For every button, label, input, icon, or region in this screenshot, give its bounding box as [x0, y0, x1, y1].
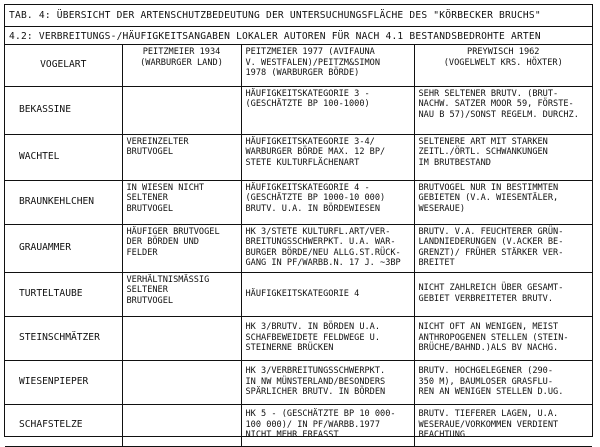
table-row: [5, 134, 592, 180]
table-row: [5, 360, 592, 404]
species-name: TURTELTAUBE: [5, 272, 122, 316]
species-name: GRAUAMMER: [5, 224, 122, 272]
document-table-frame: [4, 4, 593, 441]
species-name: STEINSCHMÄTZER: [5, 316, 122, 360]
table-subtitle: 4.2: VERBREITUNGS-/HÄUFIGKEITSANGABEN LOKALER AUTOREN FÜR NACH 4.1 BESTANDSBEDROHTE ARTEN: [9, 31, 541, 42]
cell-preywisch-1962: BRUTV. V.A. FEUCHTERER GRÜN- LANDNIEDERUNGEN (V.ACKER BE- GRENZT)/ FRÜHER STÄRKER VER- BREITET: [414, 224, 592, 272]
cell-peitzmeier-1977: HÄUFIGKEITSKATEGORIE 3 - (GESCHÄTZTE BP 100-1000): [241, 86, 414, 134]
cell-peitzmeier-1977: HK 3/BRUTV. IN BÖRDEN U.A. SCHAFBEWEIDETE FELDWEGE U. STEINERNE BRÜCKEN: [241, 316, 414, 360]
table-row: [5, 86, 592, 134]
header-peitzmeier-1977: PEITZMEIER 1977 (AVIFAUNA V. WESTFALEN)/PEITZM&SIMON 1978 (WARBURGER BÖRDE): [241, 45, 414, 86]
cell-peitzmeier-1934: VERHÄLTNISMÄSSIG SELTENER BRUTVOGEL: [122, 272, 241, 316]
header-row: [5, 45, 592, 86]
species-name: BEKASSINE: [5, 86, 122, 134]
header-preywisch-1962: PREYWISCH 1962 (VOGELWELT KRS. HÖXTER): [414, 45, 592, 86]
cell-preywisch-1962: SELTENERE ART MIT STARKEN ZEITL./ÖRTL. SCHWANKUNGEN IM BRUTBESTAND: [414, 134, 592, 180]
species-name: WIESENPIEPER: [5, 360, 122, 404]
cell-peitzmeier-1934: [122, 360, 241, 404]
cell-preywisch-1962: NICHT ZAHLREICH ÜBER GESAMT- GEBIET VERBREITETER BRUTV.: [414, 272, 592, 316]
cell-peitzmeier-1934: HÄUFIGER BRUTVOGEL DER BÖRDEN UND FELDER: [122, 224, 241, 272]
table-row: [5, 180, 592, 224]
cell-peitzmeier-1934: IN WIESEN NICHT SELTENER BRUTVOGEL: [122, 180, 241, 224]
cell-peitzmeier-1977: HÄUFIGKEITSKATEGORIE 3-4/ WARBURGER BÖRDE MAX. 12 BP/ STETE KULTURFLÄCHENART: [241, 134, 414, 180]
cell-preywisch-1962: NICHT OFT AN WENIGEN, MEIST ANTHROPOGENEN STELLEN (STEIN- BRÜCHE/BAHND.)ALS BV NACHG.: [414, 316, 592, 360]
cell-peitzmeier-1977: HÄUFIGKEITSKATEGORIE 4: [241, 272, 414, 316]
cell-peitzmeier-1934: [122, 404, 241, 446]
cell-peitzmeier-1934: [122, 316, 241, 360]
cell-peitzmeier-1977: HK 3/VERBREITUNGSSCHWERPKT. IN NW MÜNSTERLAND/BESONDERS SPÄRLICHER BRUTV. IN BÖRDEN: [241, 360, 414, 404]
species-name: BRAUNKEHLCHEN: [5, 180, 122, 224]
species-table: [5, 45, 592, 447]
table-row: [5, 316, 592, 360]
table-row: [5, 404, 592, 446]
cell-preywisch-1962: BRUTVOGEL NUR IN BESTIMMTEN GEBIETEN (V.A. WIESENTÄLER, WESERAUE): [414, 180, 592, 224]
cell-peitzmeier-1977: HK 5 - (GESCHÄTZTE BP 10 000- 100 000)/ IN PF/WARBB.1977 NICHT MEHR ERFASST: [241, 404, 414, 446]
table-row: [5, 272, 592, 316]
cell-preywisch-1962: SEHR SELTENER BRUTV. (BRUT- NACHW. SATZER MOOR 59, FÖRSTE- NAU B 57)/SONST REGELM. DURCHZ.: [414, 86, 592, 134]
table-row: [5, 224, 592, 272]
species-name: WACHTEL: [5, 134, 122, 180]
header-vogelart: VOGELART: [5, 45, 122, 86]
cell-peitzmeier-1934: [122, 86, 241, 134]
species-name: SCHAFSTELZE: [5, 404, 122, 446]
cell-peitzmeier-1977: HK 3/STETE KULTURFL.ART/VER- BREITUNGSSCHWERPKT. U.A. WAR- BURGER BÖRDE/NEU ALLG.ST.RÜCK- GANG IN PF/WARBB.N. 17 J. ~3BP: [241, 224, 414, 272]
title-divider: [5, 26, 592, 27]
table-title: TAB. 4: ÜBERSICHT DER ARTENSCHUTZBEDEUTUNG DER UNTERSUCHUNGSFLÄCHE DES "KÖRBECKER BRUCHS": [9, 10, 541, 21]
header-peitzmeier-1934: PEITZMEIER 1934 (WARBURGER LAND): [122, 45, 241, 86]
cell-peitzmeier-1977: HÄUFIGKEITSKATEGORIE 4 - (GESCHÄTZTE BP 1000-10 000) BRUTV. U.A. IN BÖRDEWIESEN: [241, 180, 414, 224]
cell-peitzmeier-1934: VEREINZELTER BRUTVOGEL: [122, 134, 241, 180]
cell-preywisch-1962: BRUTV. TIEFERER LAGEN, U.A. WESERAUE/VORKOMMEN VERDIENT BEACHTUNG: [414, 404, 592, 446]
cell-preywisch-1962: BRUTV. HOCHGELEGENER (290- 350 M), BAUMLOSER GRASFLU- REN AN WENIGEN STELLEN D.UG.: [414, 360, 592, 404]
